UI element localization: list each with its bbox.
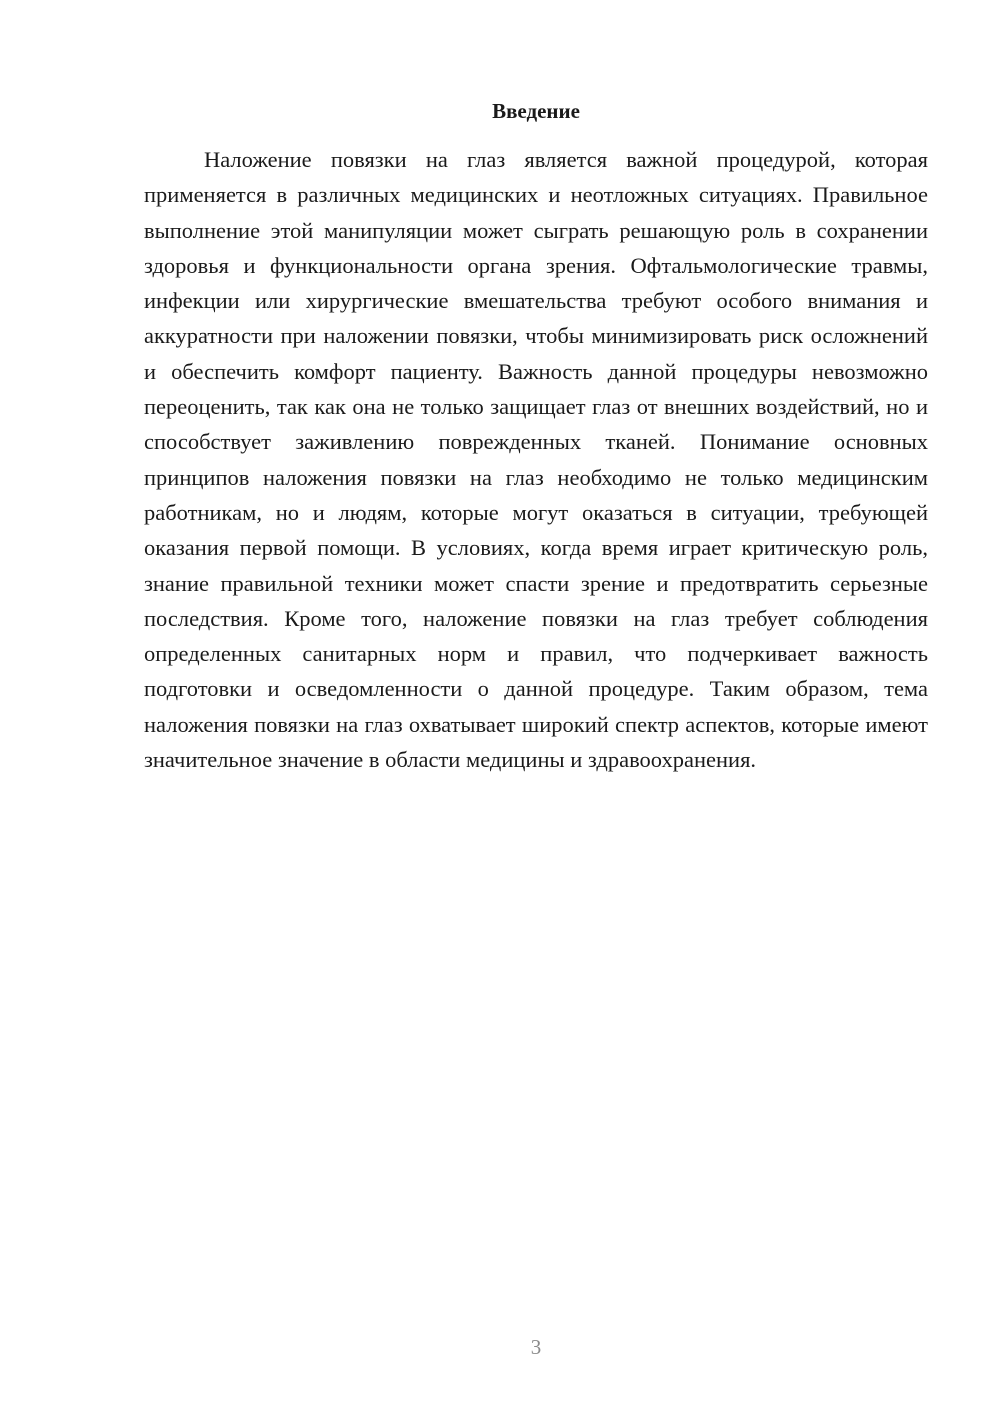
section-heading: Введение (492, 99, 580, 123)
introduction-paragraph: Наложение повязки на глаз является важной процедурой, которая применяется в различных медицинских и неотложных ситуациях. Правильное выполнение этой манипуляции может сыграть решающую роль в сохранении здоровья и функциональности органа зрения. Офтальмологические травмы, инфекции или хирургические вмешательства требуют особого внимания и аккуратности при наложении повязки, чтобы минимизировать риск осложнений и обеспечить комфорт пациенту. Важность данной процедуры невозможно переоценить, так как она не только защищает глаз от внешних воздействий, но и способствует заживлению поврежденных тканей. Понимание основных принципов наложения повязки на глаз необходимо не только медицинским работникам, но и людям, которые могут оказаться в ситуации, требующей оказания первой помощи. В условиях, когда время играет критическую роль, знание правильной техники может спасти зрение и предотвратить серьезные последствия. Кроме того, наложение повязки на глаз требует соблюдения определенных санитарных норм и правил, что подчеркивает важность подготовки и осведомленности о данной процедуре. Таким образом, тема наложения повязки на глаз охватывает широкий спектр аспектов, которые имеют значительное значение в области медицины и здравоохранения. (144, 147, 928, 773)
page-number: 3 (530, 1335, 542, 1359)
